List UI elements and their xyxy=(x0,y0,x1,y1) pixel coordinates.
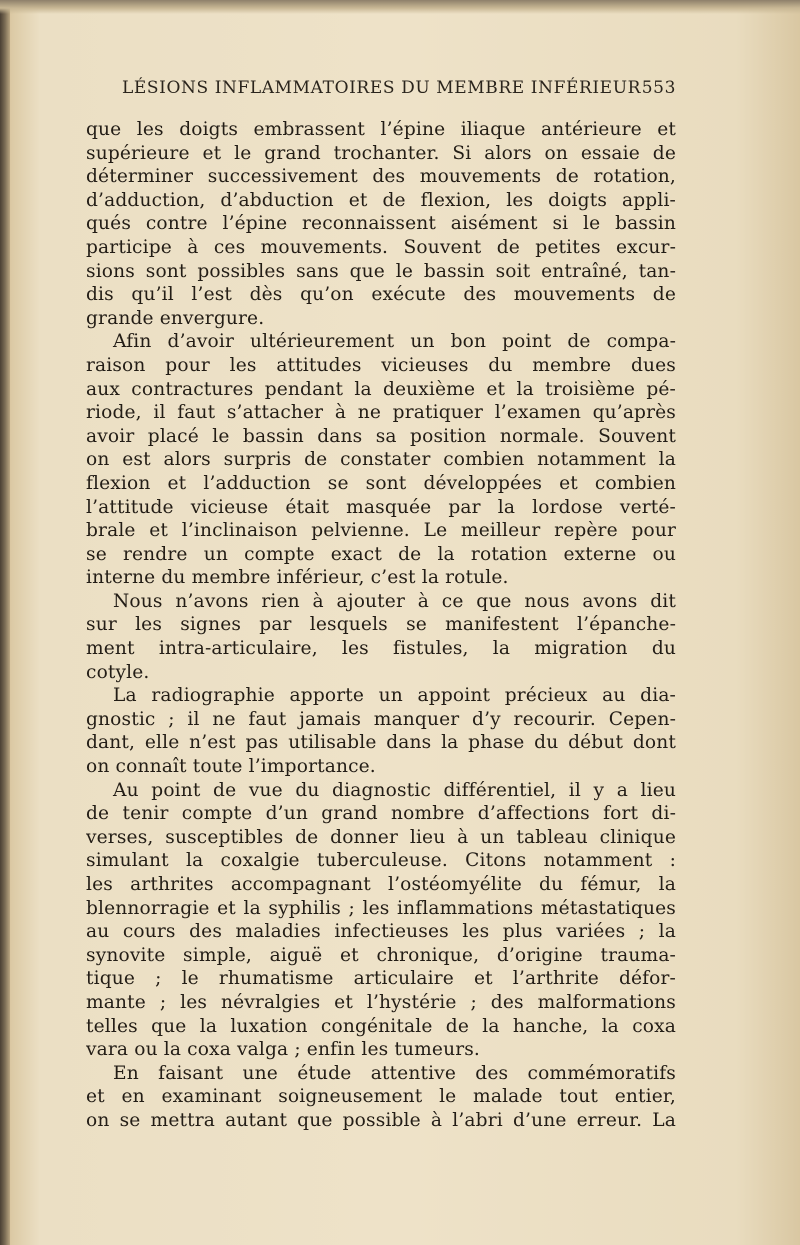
text-line: se rendre un compte exact de la rotation externe ou xyxy=(86,543,676,565)
text-line: aux contractures pendant la deuxième et la troisième pé- xyxy=(86,378,676,400)
text-line: blennorragie et la syphilis ; les inflammations métastatiques xyxy=(86,897,676,919)
text-line: telles que la luxation congénitale de la hanche, la coxa xyxy=(86,1015,676,1037)
text-line: La radiographie apporte un appoint précieux au dia- xyxy=(113,685,676,707)
text-line: vara ou la coxa valga ; enfin les tumeurs. xyxy=(86,1039,480,1061)
text-line: de tenir compte d’un grand nombre d’affections fort di- xyxy=(86,803,676,825)
text-line: d’adduction, d’abduction et de flexion, les doigts appli- xyxy=(86,189,676,211)
text-line: l’attitude vicieuse était masquée par la lordose verté- xyxy=(86,496,676,518)
body-text xyxy=(86,118,676,1133)
text-line: déterminer successivement des mouvements de rotation, xyxy=(86,166,676,188)
running-header xyxy=(86,78,676,104)
text-line: brale et l’inclinaison pelvienne. Le meilleur repère pour xyxy=(86,520,676,542)
text-line: les arthrites accompagnant l’ostéomyélite du fémur, la xyxy=(86,874,676,895)
text-line: avoir placé le bassin dans sa position normale. Souvent xyxy=(86,425,676,447)
text-line: participe à ces mouvements. Souvent de petites excur- xyxy=(86,236,676,258)
text-line: verses, susceptibles de donner lieu à un tableau clinique xyxy=(86,826,676,848)
running-title: LÉSIONS INFLAMMATOIRES DU MEMBRE INFÉRIEUR xyxy=(122,78,642,98)
text-line: gnostic ; il ne faut jamais manquer d’y recourir. Cepen- xyxy=(86,708,676,730)
text-line: et en examinant soigneusement le malade tout entier, xyxy=(86,1086,676,1108)
text-line: Nous n’avons rien à ajouter à ce que nous avons dit xyxy=(113,590,676,612)
text-line: ment intra-articulaire, les fistules, la migration du xyxy=(86,638,676,660)
text-line: riode, il faut s’attacher à ne pratiquer l’examen qu’après xyxy=(86,402,676,424)
page-binding-edge xyxy=(0,0,10,1245)
text-line: interne du membre inférieur, c’est la rotule. xyxy=(86,567,509,589)
text-line: synovite simple, aiguë et chronique, d’origine trauma- xyxy=(86,944,676,966)
text-line: dis qu’il l’est dès qu’on exécute des mouvements de xyxy=(86,284,676,306)
text-line: cotyle. xyxy=(86,661,150,683)
text-line: au cours des maladies infectieuses les plus variées ; la xyxy=(86,921,676,943)
text-line: qués contre l’épine reconnaissent aisément si le bassin xyxy=(86,213,676,235)
page-top-edge xyxy=(0,0,800,14)
text-line: on connaît toute l’importance. xyxy=(86,756,376,778)
text-line: En faisant une étude attentive des commémoratifs xyxy=(113,1062,676,1084)
text-line: tique ; le rhumatisme articulaire et l’arthrite défor- xyxy=(86,968,676,990)
text-line: on est alors surpris de constater combien notamment la xyxy=(86,449,676,471)
text-line: simulant la coxalgie tuberculeuse. Citons notamment : xyxy=(86,850,676,872)
text-line: Au point de vue du diagnostic différentiel, il y a lieu xyxy=(113,779,676,801)
text-line: on se mettra autant que possible à l’abri d’une erreur. La xyxy=(86,1109,676,1131)
text-line: grande envergure. xyxy=(86,307,265,329)
text-line: sions sont possibles sans que le bassin soit entraîné, tan- xyxy=(86,260,676,282)
page-number: 553 xyxy=(641,78,676,98)
text-line: raison pour les attitudes vicieuses du membre dues xyxy=(86,354,676,376)
text-line: que les doigts embrassent l’épine iliaque antérieure et xyxy=(86,119,676,140)
text-line: Afin d’avoir ultérieurement un bon point de compa- xyxy=(113,331,676,353)
text-line: dant, elle n’est pas utilisable dans la phase du début dont xyxy=(86,732,676,754)
text-line: sur les signes par lesquels se manifestent l’épanche- xyxy=(86,614,676,636)
text-line: supérieure et le grand trochanter. Si alors on essaie de xyxy=(86,142,676,164)
text-line: flexion et l’adduction se sont développées et combien xyxy=(86,472,676,494)
text-line: mante ; les névralgies et l’hystérie ; des malformations xyxy=(86,991,676,1013)
